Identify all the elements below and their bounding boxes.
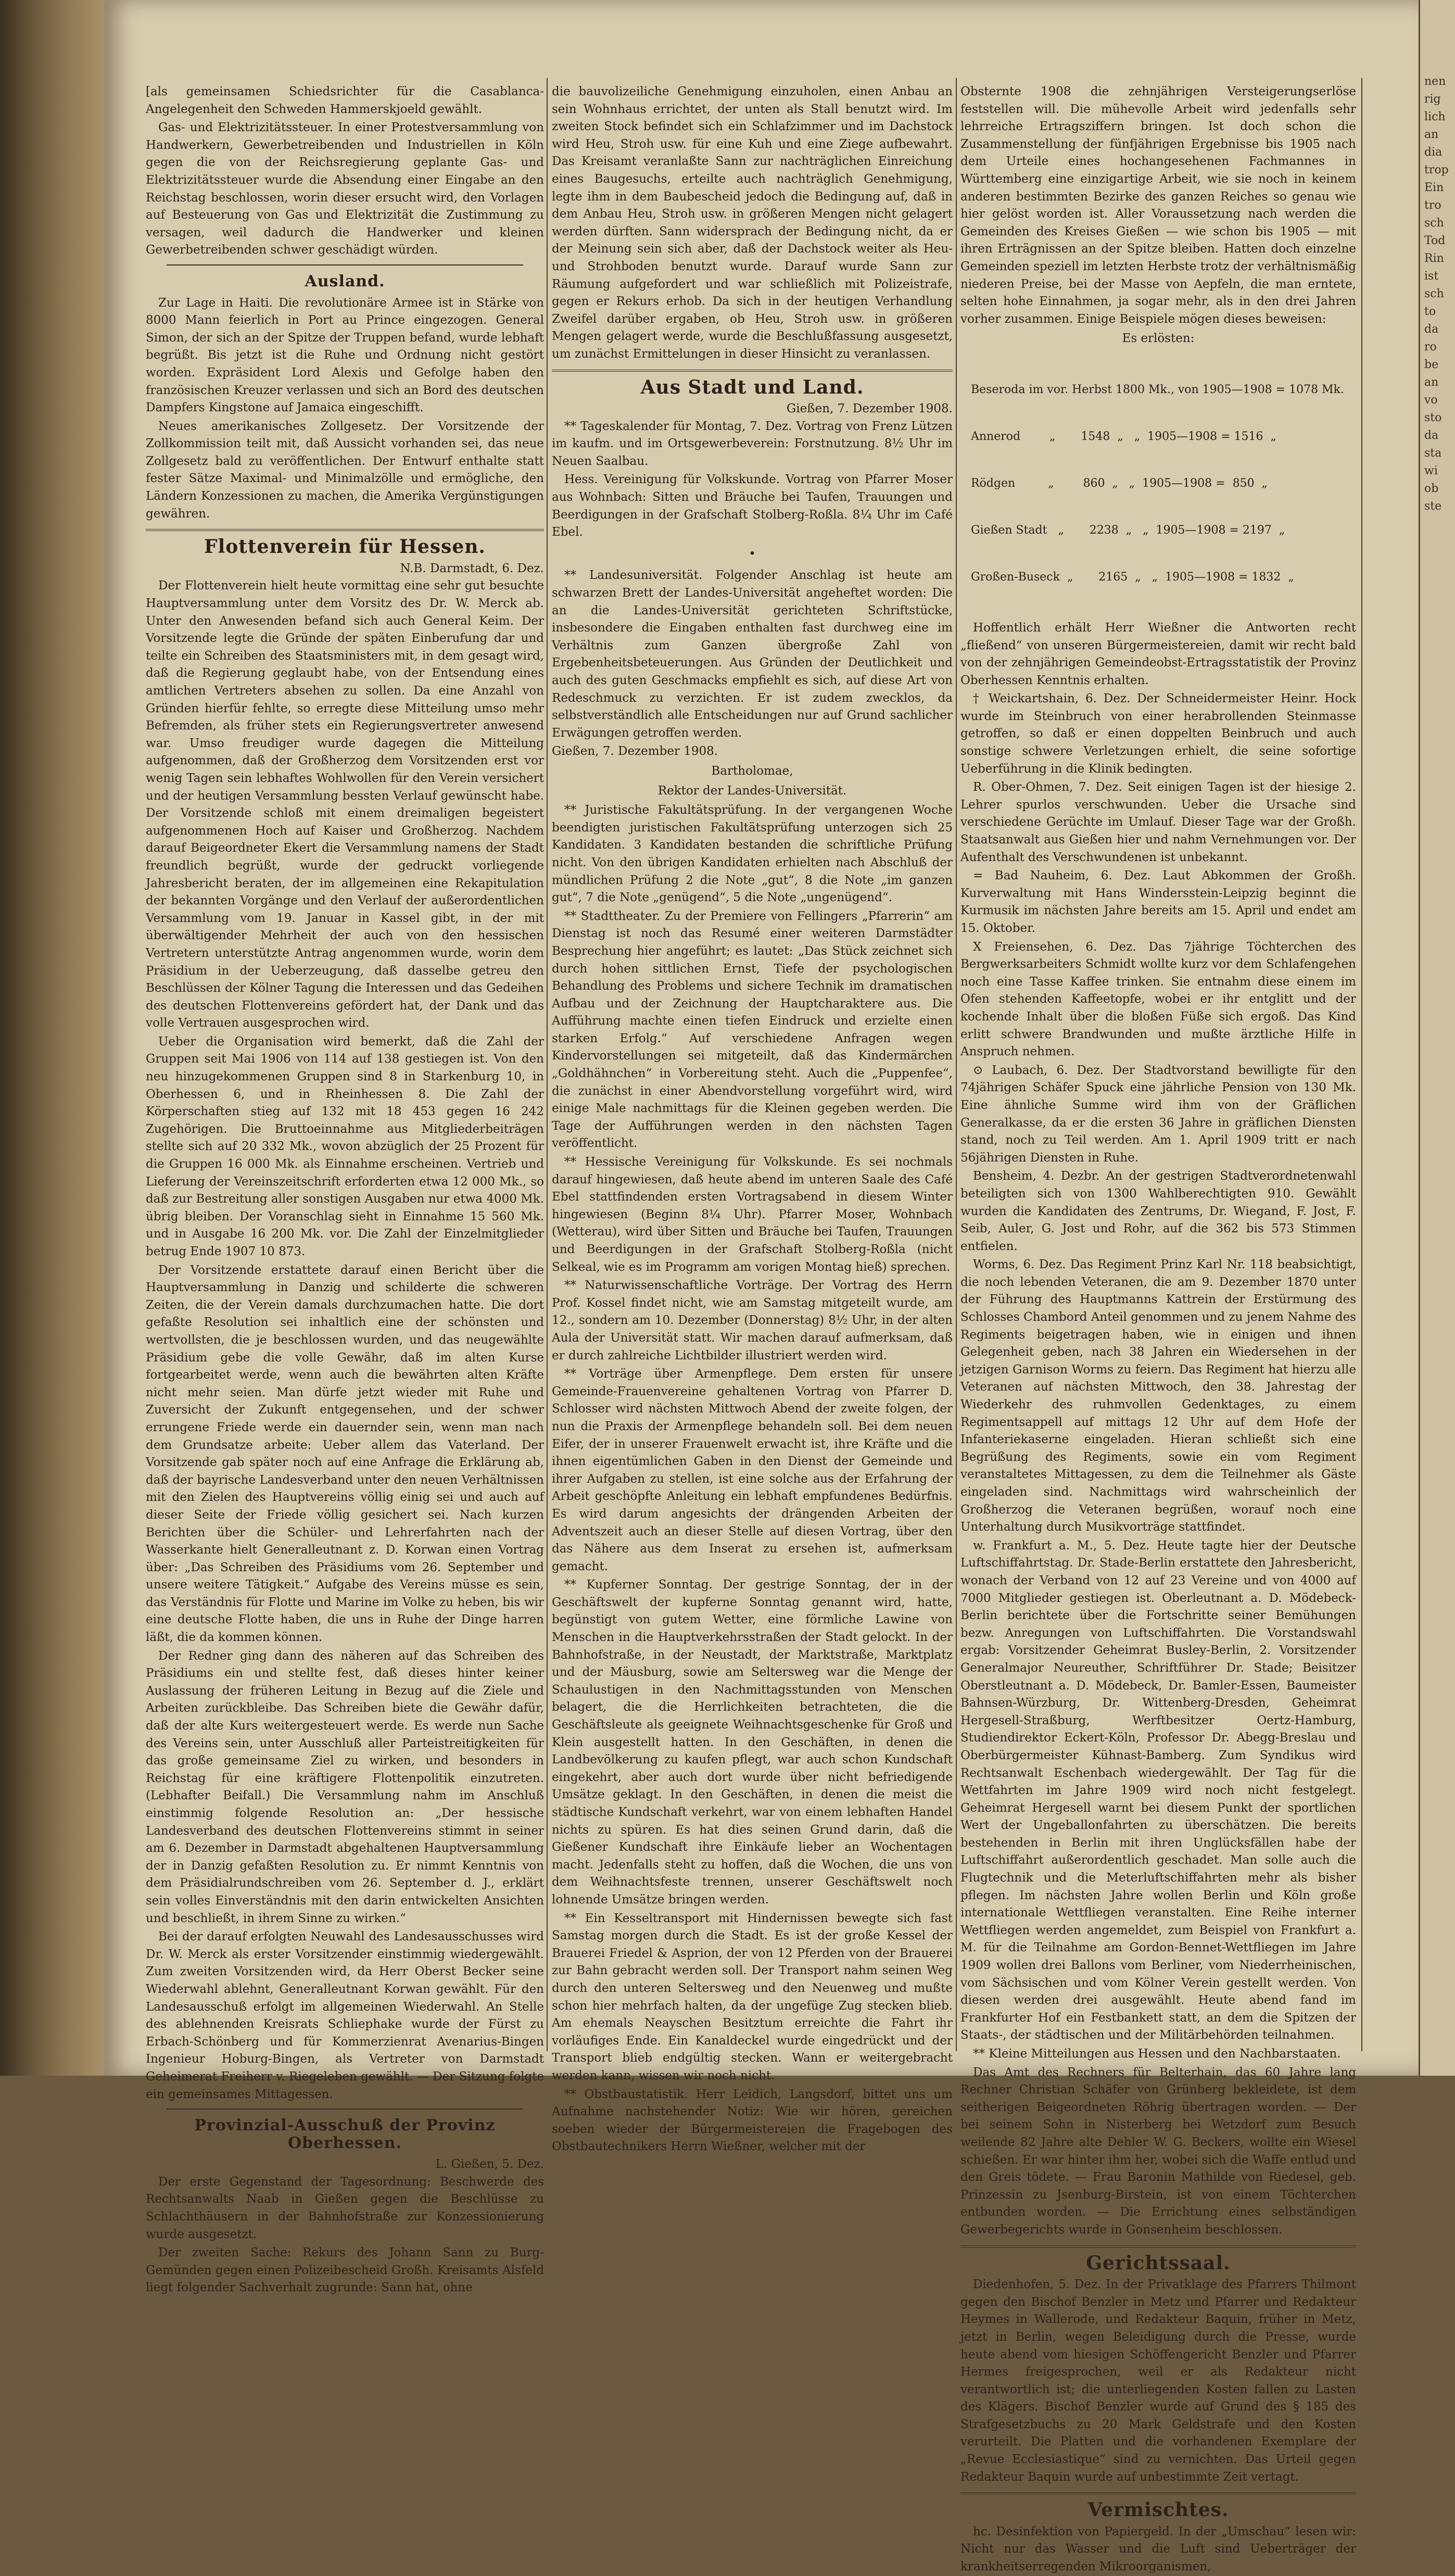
table-row: Beseroda im vor. Herbst 1800 Mk., von 1905—1908 = 1078 Mk. xyxy=(971,383,1344,396)
column-3 xyxy=(960,83,1356,2574)
article-paragraph: X Freiensehen, 6. Dez. Das 7jährige Töchterchen des Bergwerksarbeiters Schmidt wollte kurz vor dem Schlafengehen noch eine Tasse Kaffee trinken. Sie entnahm diese einem im Ofen stehenden Kaffeetopfe, wobei er ihr entglitt und der kochende Inhalt über die bloßen Füße sich ergoß. Das Kind erlitt schwere Brandwunden und mußte ärztliche Hilfe in Anspruch nehmen. xyxy=(960,940,1356,1059)
section-heading-vermischtes: Vermischtes. xyxy=(1087,2499,1229,2521)
section-heading-provinzial: Provinzial-Ausschuß der Provinz Oberhessen. xyxy=(194,2116,496,2152)
section-heading-gerichtssaal: Gerichtssaal. xyxy=(1086,2252,1231,2274)
table-row: Großen-Buseck „ 2165 „ „ 1905—1908 = 1832 „ xyxy=(971,570,1294,584)
article-paragraph: ** Stadttheater. Zu der Premiere von Fellingers „Pfarrerin“ am Dienstag ist noch das Resumé einer weiteren Darmstädter Besprechung hier angeführt; es lautet: „Das Stück zeichnet sich durch hohen sittlichen Ernst, Tiefe der psychologischen Behandlung des Problems und sichere Technik im dramatischen Aufbau und der Zeichnung der Hauptcharaktere aus. Die Aufführung machte einen tiefen Eindruck und erzielte einen starken Erfolg.“ Auf verschiedene Anfragen wegen Kindervorstellungen sei mitgeteilt, daß das Kindermärchen „Goldhähnchen“ in Vorbereitung steht. Auch die „Puppenfee“, die zunächst in einer Abendvorstellung vorgeführt wird, wird einige Male nachmittags für die Kleinen gegeben werden. Die Tage der Aufführungen werden in den nächsten Tagen veröffentlicht. xyxy=(552,909,953,1151)
article-paragraph: Der Redner ging dann des näheren auf das Schreiben des Präsidiums ein und stellte fest, daß dieses hinter keiner Auslassung der früheren Leitung in Bezug auf die Ziele und Arbeiten zurückbleibe. Das Schreiben biete die Gewähr dafür, daß der alte Kurs weitergesteuert werde. Es werde nun Sache des Vereins sein, unter Ausschluß aller Parteistreitigkeiten für das große gemeinsame Ziel zu wirken, und besonders in Reichstag für eine kräftigere Flottenpolitik einzutreten. (Lebhafter Beifall.) Die Versammlung nahm im Anschluß einstimmig folgende Resolution an: „Der hessische Landesverband des deutschen Flottenvereins stimmt in seiner am 6. Dezember in Darmstadt abgehaltenen Hauptversammlung der in Danzig gefaßten Resolution zu. Er nimmt Kenntnis von dem Präsidialrundschreiben vom 26. September d. J., erklärt sein volles Einverständnis mit den darin entwickelten Ansichten und beschließt, in ihrem Sinne zu wirken.“ xyxy=(146,1649,544,1925)
section-heading-flottenverein: Flottenverein für Hessen. xyxy=(204,536,486,558)
column-rule xyxy=(956,78,957,2051)
table-row: Annerod „ 1548 „ „ 1905—1908 = 1516 „ xyxy=(971,430,1276,443)
article-paragraph: Obsternte 1908 die zehnjährigen Versteigerungserlöse feststellen will. Die mühevolle Arbeit wird jedenfalls sehr lehrreiche Ertragsziffern bringen. Ist doch schon die Zusammenstellung der fünfjährigen Ergebnisse bis 1905 nach dem Urteile eines hochangesehenen Fachmannes in Württemberg eine einzigartige Arbeit, wie sie noch in keinem anderen bestimmten Bezirke des ganzen Reiches so genau wie hier gelöst worden ist. Aller Voraussetzung nach werden die Gemeinden des Kreises Gießen — wie schon bis 1905 — mit ihren Erträgnissen an der Spitze bleiben. Hatten doch einzelne Gemeinden speziell im letzten Herbste trotz der verhältnismäßig niederen Preise, bei der Masse von Aepfeln, die man erntete, selten hohe Einnahmen, ja sogar mehr, als in den drei Jahren vorher zusammen. Einige Beispiele mögen dieses beweisen: xyxy=(960,85,1356,326)
dateline: N.B. Darmstadt, 6. Dez. xyxy=(400,561,544,575)
article-paragraph: ** Hessische Vereinigung für Volkskunde. Es sei nochmals darauf hingewiesen, daß heute abend im unteren Saale des Café Ebel stattfindenden ersten Vortragsabend in diesem Winter hingewiesen (Beginn 8¼ Uhr). Pfarrer Moser, Wohnbach (Wetterau), wird über Sitten und Bräuche bei Taufen, Trauungen und Beerdigungen in der Grafschaft Stolberg-Roßla (nicht Selkeal, wie es im Programm am vorigen Montag hieß) sprechen. xyxy=(552,1155,953,1274)
table-row: Rödgen „ 860 „ „ 1905—1908 = 850 „ xyxy=(971,476,1268,490)
divider xyxy=(146,529,544,531)
article-paragraph: † Weickartshain, 6. Dez. Der Schneidermeister Heinr. Hock wurde im Steinbruch von einer herabrollenden Steinmasse getroffen, so daß er einen doppelten Beinbruch und auch sonstige schwere Verletzungen erhielt, die seine sofortige Ueberführung in die Klinik bedingten. xyxy=(960,692,1356,776)
article-paragraph: Gas- und Elektrizitätssteuer. In einer Protestversammlung von Handwerkern, Gewerbetreibenden und Industriellen in Köln gegen die von der Reichsregierung geplante Gas- und Elektrizitätssteuer wurde die Absendung einer Eingabe an den Reichstag beschlossen, worin dieser ersucht wird, den Vorlagen auf Besteuerung von Gas und Elektrizität die Zustimmung zu versagen, weil dadurch die Handwerker und kleinen Gewerbetreibenden schwer geschädigt würden. xyxy=(146,121,544,257)
article-paragraph: Ueber die Organisation wird bemerkt, daß die Zahl der Gruppen seit Mai 1906 von 114 auf 138 gestiegen ist. Von den neu hinzugekommenen Gruppen sind 8 in Starkenburg 10, in Oberhessen 6, und in Rheinhessen 8. Die Zahl der Körperschaften stieg auf 132 mit 18 453 gegen 16 242 Zugehörigen. Die Bruttoeinnahme aus Mitgliederbeiträgen stellte sich auf 20 332 Mk., wovon abzüglich der 25 Prozent für die Gruppen 16 000 Mk. als Einnahme erscheinen. Vertrieb und Lieferung der Vereinszeitschrift erforderten etwa 12 000 Mk., so daß zur Bestreitung aller sonstigen Ausgaben nur etwa 4000 Mk. übrig bleiben. Der Voranschlag sieht in Einnahme 15 560 Mk. und in Ausgabe 16 200 Mk. vor. Die Zahl der Einzelmitglieder betrug Ende 1907 10 873. xyxy=(146,1034,544,1258)
article-paragraph: ** Vorträge über Armenpflege. Dem ersten für unsere Gemeinde-Frauenvereine gehaltenen Vortrag von Pfarrer D. Schlosser wird nächsten Mittwoch Abend der zweite folgen, der nun die Praxis der Armenpflege behandeln soll. Bei dem neuen Eifer, der in unserer Frauenwelt erwacht ist, ihre Kräfte und die ihnen eigentümlichen Gaben in den Dienst der Gemeinde und ihrer Aufgaben zu stellen, ist eine solche aus der Erfahrung der Arbeit geschöpfte Anleitung ein lebhaft empfundenes Bedürfnis. Es wird darum angesichts der drängenden Arbeiten der Adventszeit auch an dieser Stelle auf diesen Vortrag, über den das Nähere aus dem Inserat zu ersehen ist, aufmerksam gemacht. xyxy=(552,1367,953,1573)
article-paragraph: ** Obstbaustatistik. Herr Leidich, Langsdorf, bittet uns um Aufnahme nachstehender Notiz: Wie wir hören, gereichen soeben wieder der Bürgermeistereien die Fragebogen des Obstbautechnikers Herrn Wießner, welcher mit der xyxy=(552,2087,953,2154)
article-paragraph: ** Juristische Fakultätsprüfung. In der vergangenen Woche beendigten juristischen Fakultätsprüfung unterzogen sich 25 Kandidaten. 3 Kandidaten bestanden die schriftliche Prüfung nicht. Von den übrigen Kandidaten erhielten nach Abschluß der mündlichen Prüfung 2 die Note „gut“, 8 die Note „im ganzen gut“, 7 die Note „genügend“, 5 die Note „ungenügend“. xyxy=(552,803,953,905)
article-paragraph: = Bad Nauheim, 6. Dez. Laut Abkommen der Großh. Kurverwaltung mit Hans Windersstein-Leipzig beginnt die Kurmusik im nächsten Jahre bereits am 15. April und endet am 15. Oktober. xyxy=(960,869,1356,935)
article-paragraph: Worms, 6. Dez. Das Regiment Prinz Karl Nr. 118 beabsichtigt, die noch lebenden Veteranen, die am 9. Dezember 1870 unter der Führung des Hauptmanns Kattrein der Erstürmung des Schlosses Chambord Anteil genommen und zu jenem Nahme des Regiments beigetragen haben, wie in einigen und ihnen Gelegenheit geben, nach 38 Jahren ein Wiedersehen in der jetzigen Garnison Worms zu feiern. Das Regiment hat hierzu alle Veteranen auf nächsten Mittwoch, den 38. Jahrestag der Wiederkehr des ruhmvollen Gedenktages, zu einem Regimentsappell auf mittags 12 Uhr auf dem Hofe der Infanteriekaserne eingeladen. Hieran schließt sich eine Begrüßung des Regiments, sowie ein vom Regiment veranstaltetes Mittagessen, zu dem die Teilnehmer als Gäste eingeladen sind. Nachmittags wird wahrscheinlich der Großherzog die Veteranen begrüßen, worauf noch eine Unterhaltung durch Musikvorträge stattfindet. xyxy=(960,1258,1356,1534)
column-rule xyxy=(1361,78,1362,2051)
article-paragraph: Hess. Vereinigung für Volkskunde. Vortrag von Pfarrer Moser aus Wohnbach: Sitten und Bräuche bei Taufen, Trauungen und Beerdigungen in der Grafschaft Stolberg-Roßla. 8¼ Uhr im Café Ebel. xyxy=(552,473,953,539)
article-paragraph: [als gemeinsamen Schiedsrichter für die Casablanca-Angelegenheit den Schweden Hammerskjoeld gewählt. xyxy=(146,85,544,116)
divider xyxy=(960,2245,1356,2247)
signature-name: Bartholomae, xyxy=(711,764,793,778)
adjacent-page-text: nen rig lich an dia trop Ein tro sch Tod Rin ist sch to da ro be an vo sto da sta wi ob ste xyxy=(1424,75,1449,513)
article-paragraph: ** Ein Kesseltransport mit Hindernissen bewegte sich fast Samstag morgen durch die Stadt. Es ist der große Kessel der Brauerei Friedel & Asprion, der von 12 Pferden von der Brauerei zur Bahn gebracht werden soll. Der Transport nahm seinen Weg durch den unteren Seltersweg und den Neuenweg und mußte schon hier mehrfach halten, da der ungefüge Zug stecken blieb. Am ehemals Neayschen Besitztum erreichte die Fahrt ihr vorläufiges Ende. Ein Kanaldeckel wurde eingedrückt und der Transport blieb endgültig stecken. Wann er weitergebracht werden kann, wissen wir noch nicht. xyxy=(552,1911,953,2082)
article-paragraph: Zur Lage in Haiti. Die revolutionäre Armee ist in Stärke von 8000 Mann feierlich in Port au Prince eingezogen. General Simon, der sich an der Spitze der Truppen befand, wurde lebhaft begrüßt. Bis jetzt ist die Ruhe und Ordnung nicht gestört worden. Expräsident Lord Alexis und Gefolge haben den französischen Kreuzer verlassen und sich an Bord des deutschen Dampfers Kingstone auf Jamaica eingeschifft. xyxy=(146,296,544,415)
article-paragraph: hc. Desinfektion von Papiergeld. In der „Umschau“ lesen wir: Nicht nur das Wasser und die Luft sind Ueberträger der krankheitserregenden Mikroorganismen, xyxy=(960,2524,1356,2574)
column-1 xyxy=(146,83,544,2295)
article-paragraph: Das Amt des Rechners für Belterhain, das 60 Jahre lang Rechner Christian Schäfer von Grünberg bekleidete, ist dem seitherigen Beigeordneten Röhrig übertragen worden. — Der bei seinem Sohn in Nisterberg bei Wetzdorf zum Besuch weilende 82 Jahre alte Dehler W. G. Beckers, wollte ein Wiesel schießen. Er war hinter ihm her, wobei sich die Waffe entlud und den Greis tödete. — Frau Baronin Mathilde von Riedesel, geb. Prinzessin zu Jsenburg-Birstein, ist von einem Töchterchen entbunden worden. — Die Errichtung eines selbständigen Gewerbegerichts wurde in Gonsenheim beschlossen. xyxy=(960,2065,1356,2237)
dateline: Gießen, 7. Dezember 1908. xyxy=(786,402,953,416)
section-heading-ausland: Ausland. xyxy=(305,272,385,291)
separator-star: • xyxy=(749,547,756,561)
adjacent-page-edge xyxy=(1419,0,1455,2076)
article-paragraph: Der erste Gegenstand der Tagesordnung: Beschwerde des Rechtsanwalts Naab in Gießen gegen die Beschlüsse zu Schlachthäusern in der Bahnhofstraße zur Konzessionierung wurde ausgesetzt. xyxy=(146,2175,544,2241)
article-paragraph: w. Frankfurt a. M., 5. Dez. Heute tagte hier der Deutsche Luftschiffahrtstag. Dr. Stade-Berlin erstattete den Jahresbericht, wonach der Verband von 12 auf 23 Vereine und von 4000 auf 7000 Mitglieder gestiegen ist. Oberleutnant a. D. Mödebeck-Berlin berichtete über die Fortschritte seiner Bemühungen bezw. Anregungen von Luftschiffahrten. Die Vorstandswahl ergab: Vorsitzender Geheimrat Busley-Berlin, 2. Vorsitzender Generalmajor Neureuther, Schriftführer Dr. Stade; Beisitzer Oberstleutnant a. D. Mödebeck, Dr. Bamler-Essen, Baumeister Bahnsen-Würzburg, Dr. Wittenberg-Dresden, Geheimrat Hergesell-Straßburg, Werftbesitzer Oertz-Hamburg, Studiendirektor Eckert-Köln, Professor Dr. Abegg-Breslau und Oberbürgermeister Kühnast-Bamberg. Zum Syndikus wird Rechtsanwalt Eschenbach wiedergewählt. Der Tag für die Wettfahrten im Jahre 1909 wird noch nicht festgelegt. Geheimrat Hergesell warnt bei diesem Punkt der sportlichen Wert der Ungeballonfahrten zu überschätzen. Die bereits bestehenden in Berlin mit ihren Unglücksfällen habe der Luftschiffahrt außerordentlich geschadet. Man solle auch die Flugtechnik und die Meterluftschiffahrten mehr als bisher pflegen. Im nächsten Jahre wollen Berlin und Köln große internationale Wettfliegen veranstalten. Eine Reihe interner Wettfliegen werden angemeldet, zum Beispiel von Frankfurt a. M. für die Teilnahme am Gordon-Bennet-Wettfliegen im Jahre 1909 wollen drei Ballons vom Berliner, vom Niederrheinischen, vom Sächsischen und vom Kölner Verein gestellt werden. Von diesen werden drei ausgewählt. Heute abend fand im Frankfurter Hof ein Festbankett statt, an dem die Spitzen der Staats-, der städtischen und der Militärbehörden teilnahmen. xyxy=(960,1538,1356,2042)
section-heading-stadt-und-land: Aus Stadt und Land. xyxy=(640,376,864,398)
divider xyxy=(167,264,523,266)
article-paragraph: Der zweiten Sache: Rekurs des Johann Sann zu Burg-Gemünden gegen einen Polizeibescheid Großh. Kreisamts Alsfeld liegt folgender Sachverhalt zugrunde: Sann hat, ohne xyxy=(146,2246,544,2295)
article-paragraph: ⊙ Laubach, 6. Dez. Der Stadtvorstand bewilligte für den 74jährigen Schäfer Spuck eine jährliche Pension von 130 Mk. Eine ähnliche Summe wird ihm von der Gräflichen Generalkasse, da er die ersten 36 Jahre in gräflichen Diensten stand, noch zu Teil werden. Am 1. April 1909 tritt er nach 56jährigen Diensten in Ruhe. xyxy=(960,1063,1356,1165)
dateline: L. Gießen, 5. Dez. xyxy=(435,2157,544,2171)
article-paragraph: Neues amerikanisches Zollgesetz. Der Vorsitzende der Zollkommission teilt mit, daß Aussicht vorhanden sei, das neue Zollgesetz bald zu veröffentlichen. Der Entwurf enthalte statt fester Sätze Maximal- und Minimalzölle und ermögliche, den Ländern Konzessionen zu machen, die Amerika Vergünstigungen gewähren. xyxy=(146,419,544,521)
divider xyxy=(167,2108,523,2110)
divider xyxy=(552,370,953,372)
table-heading: Es erlösten: xyxy=(1122,332,1195,346)
signature-title: Rektor der Landes-Universität. xyxy=(657,784,847,798)
article-paragraph: ** Kupferner Sonntag. Der gestrige Sonntag, der in der Geschäftswelt der kupferne Sonntag genannt wird, hatte, begünstigt von gutem Wetter, eine förmliche Lawine von Menschen in die Hauptverkehrsstraßen der Stadt gelockt. In der Bahnhofstraße, in der Neustadt, der Marktstraße, Marktplatz und der Mäusburg, sowie am Seltersweg war die Menge der Schaulustigen in den Nachmittagsstunden von Menschen belagert, die die Herrlichkeiten betrachteten, die die Geschäftsleute als geeignete Weihnachtsgeschenke für Groß und Klein ausgestellt hatten. In den Geschäften, in denen die Landbevölkerung zu kaufen pflegt, war auch schon Kundschaft eingekehrt, aber auch dort wurde über nicht befriedigende Umsätze geklagt. In den Geschäften, in denen die meist die städtische Kundschaft verkehrt, war von einem lebhaften Handel nichts zu spüren. Es hat dies seinen Grund darin, daß die Gießener Kundschaft ihre Einkäufe lieber an Wochentagen macht. Jedenfalls steht zu hoffen, daß die Wochen, die uns von dem Weihnachtsfeste trennen, unserer Geschäftswelt noch lohnende Umsätze bringen werden. xyxy=(552,1578,953,1906)
revenue-table xyxy=(971,351,1356,616)
book-binding xyxy=(0,0,104,2076)
article-paragraph: Bensheim, 4. Dezbr. An der gestrigen Stadtverordnetenwahl beteiligten sich von 1300 Wahlberechtigten 910. Gewählt wurden die Kandidaten des Zentrums, Dr. Wiegand, F. Jost, F. Seib, Auler, G. Jost und Rohr, auf die 362 bis 573 Stimmen entfielen. xyxy=(960,1169,1356,1253)
article-paragraph: Der Flottenverein hielt heute vormittag eine sehr gut besuchte Hauptversammlung unter dem Vorsitz des Dr. W. Merck ab. Unter den Anwesenden befand sich auch General Keim. Der Vorsitzende legte die Gründe der späten Einberufung dar und teilte ein Schreiben des Staatsministers mit, in dem gesagt wird, daß die Regierung geglaubt habe, von der Entsendung eines amtlichen Vertreters absehen zu sollen. Da eine Anzahl von Gründen hierfür fehlte, so erregte diese Mitteilung umso mehr Befremden, als früher stets ein Regierungsvertreter anwesend war. Umso freudiger wurde dagegen die Mitteilung aufgenommen, daß der Großherzog dem Vorsitzenden erst vor wenig Tagen sein lebhaftes Wohlwollen für den Verein versichert und der heutigen Versammlung bessten Verlauf gewünscht habe. Der Vorsitzende schloß mit einem dreimaligen begeistert aufgenommenen Hoch auf Kaiser und Großherzog. Nachdem darauf Beigeordneter Ekert die Versammlung namens der Stadt freundlich begrüßt, wurde der gedruckt vorliegende Jahresbericht beraten, der im allgemeinen eine Rekapitulation der bekannten Vorgänge und den Verlauf der außerordentlichen Versammlung vom 19. Januar in Kassel gibt, in der mit überwältigender Mehrheit der auch von den hessischen Vertretern unterstützte Antrag angenommen wurde, worin dem Präsidium in der Ueberzeugung, daß dasselbe getreu den Beschlüssen der Kölner Tagung die Interessen und das Gedeihen des deutschen Flottenvereins gefördert hat, der Dank und das volle Vertrauen ausgesprochen wird. xyxy=(146,579,544,1030)
column-rule xyxy=(547,78,548,2051)
article-subheading: ** Kleine Mitteilungen aus Hessen und den Nachbarstaaten. xyxy=(973,2047,1341,2061)
article-paragraph: Hoffentlich erhält Herr Wießner die Antworten recht „fließend“ von unseren Bürgermeistereien, damit wir recht bald von der zehnjährigen Gemeindeobst-Ertragsstatistik der Provinz Oberhessen Kenntnis erhalten. xyxy=(960,621,1356,687)
column-2 xyxy=(552,83,953,2154)
article-paragraph: Bei der darauf erfolgten Neuwahl des Landesausschusses wird Dr. W. Merck als erster Vorsitzender einstimmig wiedergewählt. Zum zweiten Vorsitzenden wird, da Herr Oberst Becker seine Wiederwahl ablehnt, Generalleutnant Korwan gewählt. Für den Landesausschuß erfolgt im allgemeinen Wiederwahl. An Stelle des ablehnenden Kreisrats Schliephake wurde der Fürst zu Erbach-Schönberg und für Kommerzienrat Avenarius-Bingen Ingenieur Hoburg-Bingen, als Vertreter von Darmstadt Geheimerat Freiherr v. Riegeleben gewählt. — Der Sitzung folgte ein gemeinsames Mittagessen. xyxy=(146,1930,544,2101)
article-paragraph: ** Tageskalender für Montag, 7. Dez. Vortrag von Frenz Lützen im kaufm. und im Ortsgewerbeverein: Forstnutzung. 8½ Uhr im Neuen Saalbau. xyxy=(552,419,953,468)
article-paragraph: Diedenhofen, 5. Dez. In der Privatklage des Pfarrers Thilmont gegen den Bischof Benzler in Metz und Pfarrer und Redakteur Heymes in Wallerode, und Redakteur Baquin, früher in Metz, jetzt in Berlin, wegen Beleidigung durch die Presse, wurde heute abend vom hiesigen Schöffengericht Benzler und Pfarrer Hermes freigesprochen, weil er als Redakteur nicht verantwortlich ist; die unterliegenden Kosten fallen zu Lasten des Klägers. Bischof Benzler wurde auf Grund des § 185 des Strafgesetzbuchs zu 20 Mark Geldstrafe und den Kosten verurteilt. Die Platten und die vorhandenen Exemplare der „Revue Ecclesiastique“ sind zu vernichten. Das Urteil gegen Redakteur Baquin wurde auf unbestimmte Zeit vertagt. xyxy=(960,2278,1356,2484)
article-paragraph: Der Vorsitzende erstattete darauf einen Bericht über die Hauptversammlung in Danzig und schilderte die schweren Zeiten, die der Verein damals durchzumachen hatte. Die dort gefaßte Resolution sei inhaltlich eine der schönsten und wertvollsten, die je beschlossen wurden, und das neugewählte Präsidium gebe die volle Gewähr, daß im alten Kurse fortgearbeitet werde, wenn auch die bewährten alten Kräfte nicht mehr seien. Man dürfe jetzt wieder mit Ruhe und Zuversicht der Zukunft entgegensehen, und der schwer errungene Friede werde ein dauernder sein, wenn man nach dem Grundsatze arbeite: Ueber allem das Vaterland. Der Vorsitzende gab später noch auf eine Anfrage die Erklärung ab, daß der bayrische Landesverband unter den neuen Verhältnissen mit den Zielen des Hauptvereins völlig einig sei und auch auf dieser Seite der Friede völlig gesichert sei. Nach kurzen Berichten über die Schüler- und Lehrerfahrten nach der Wasserkante hielt Generalleutnant z. D. Korwan einen Vortrag über: „Das Schreiben des Präsidiums vom 26. September und unsere weitere Tätigkeit.“ Aufgabe des Vereins müsse es sein, das Verständnis für Flotte und Marine im Volke zu heben, bis wir eine deutsche Flotte haben, die uns in Ruhe der Dinge harren läßt, die da kommen können. xyxy=(146,1263,544,1645)
article-paragraph: ** Naturwissenschaftliche Vorträge. Der Vortrag des Herrn Prof. Kossel findet nicht, wie am Samstag mitgeteilt wurde, am 12., sondern am 10. Dezember (Donnerstag) 8½ Uhr, in der alten Aula der Universität statt. Wir machen darauf aufmerksam, daß er durch zahlreiche Lichtbilder illustriert werden wird. xyxy=(552,1279,953,1362)
table-row: Gießen Stadt „ 2238 „ „ 1905—1908 = 2197 „ xyxy=(971,523,1285,537)
article-paragraph: die bauvolizeiliche Genehmigung einzuholen, einen Anbau an sein Wohnhaus errichtet, der unten als Stall benutzt wird. Im zweiten Stock befindet sich ein Schlafzimmer und im Dachstock wird Heu, Stroh usw. für eine Kuh und eine Ziege aufbewahrt. Das Kreisamt veranlaßte Sann zur nachträglichen Einreichung eines Baugesuchs, erteilte auch nachträglich Genehmigung, legte ihm in dem Baubescheid jedoch die Bedingung auf, daß in dem Anbau Heu, Stroh usw. in größeren Mengen nicht gelagert werden dürften. Sann widersprach der Bedingung nicht, da er der Meinung sein sich aber, daß der Dachstock weiter als Heu- und Strohboden benutzt wurde. Darauf wurde Sann zur Räumung aufgefordert und war schließlich mit Polizeistrafe, gegen er Rekurs erhob. Da sich in der heutigen Verhandlung Zweifel darüber ergaben, ob Heu, Stroh usw. in größeren Mengen gelagert werde, wurde die Beschlußfassung ausgesetzt, um zunächst Ermittelungen in dieser Hinsicht zu veranlassen. xyxy=(552,85,953,361)
article-paragraph: ** Landesuniversität. Folgender Anschlag ist heute am schwarzen Brett der Landes-Universität angeheftet worden: Die an die Landes-Universität gerichteten Schriftstücke, insbesondere die Eingaben enthalten fast durchweg eine im Verhältnis zum Ganzen übergroße Zahl von Ergebenheitsbeteuerungen. Aus Gründen der Deutlichkeit und auch des guten Geschmacks empfiehlt es sich, auf diese Art von Redeschmuck zu verzichten. Er ist zudem zwecklos, da selbstverständlich alle Entscheidungen nur auf Grund sachlicher Erwägungen getroffen werden. xyxy=(552,569,953,740)
divider xyxy=(960,2492,1356,2494)
article-paragraph: R. Ober-Ohmen, 7. Dez. Seit einigen Tagen ist der hiesige 2. Lehrer spurlos verschwunden. Ueber die Ursache sind verschiedene Gerüchte im Umlauf. Dieser Tage war der Großh. Staatsanwalt aus Gießen hier und nahm Vernehmungen vor. Der Aufenthalt des Verschwundenen ist unbekannt. xyxy=(960,780,1356,864)
notice-date: Gießen, 7. Dezember 1908. xyxy=(552,744,718,759)
